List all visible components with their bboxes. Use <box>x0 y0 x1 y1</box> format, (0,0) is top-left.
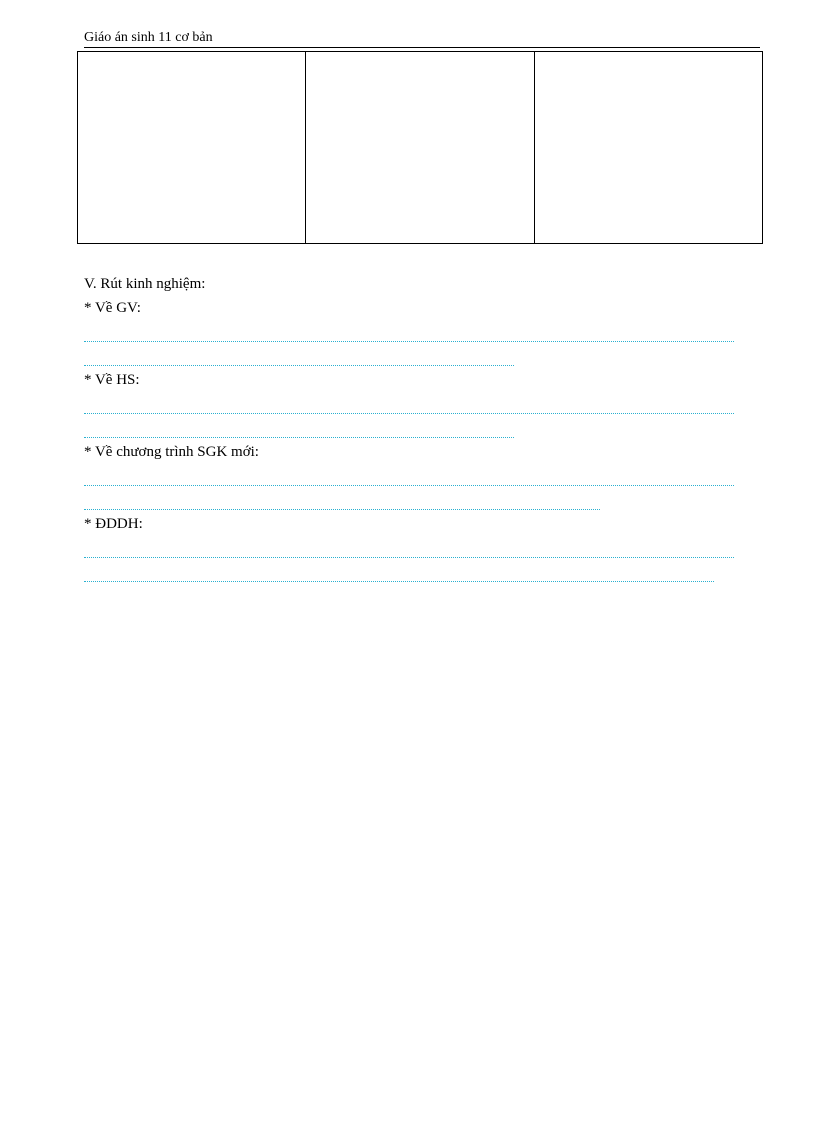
table-cell-2 <box>306 52 534 243</box>
dotted-line <box>84 467 744 491</box>
dotted-line <box>84 395 744 419</box>
review-heading: V. Rút kinh nghiệm: <box>84 276 206 292</box>
dotted-line <box>84 539 744 563</box>
table-cell-1 <box>78 52 306 243</box>
table-cell-3 <box>535 52 762 243</box>
header-title: Giáo án sinh 11 cơ bản <box>84 30 213 45</box>
review-label-hs: * Về HS: <box>84 372 140 388</box>
dotted-line <box>84 563 744 587</box>
dotted-line <box>84 491 744 515</box>
dotted-line <box>84 323 744 347</box>
review-label-ddh: * ĐDDH: <box>84 516 143 532</box>
review-label-gv: * Về GV: <box>84 300 141 316</box>
dotted-line <box>84 347 744 371</box>
review-section <box>84 275 744 587</box>
dotted-line <box>84 419 744 443</box>
review-label-sgk: * Về chương trình SGK mới: <box>84 444 259 460</box>
lesson-table <box>77 51 763 244</box>
page-header <box>84 28 760 48</box>
